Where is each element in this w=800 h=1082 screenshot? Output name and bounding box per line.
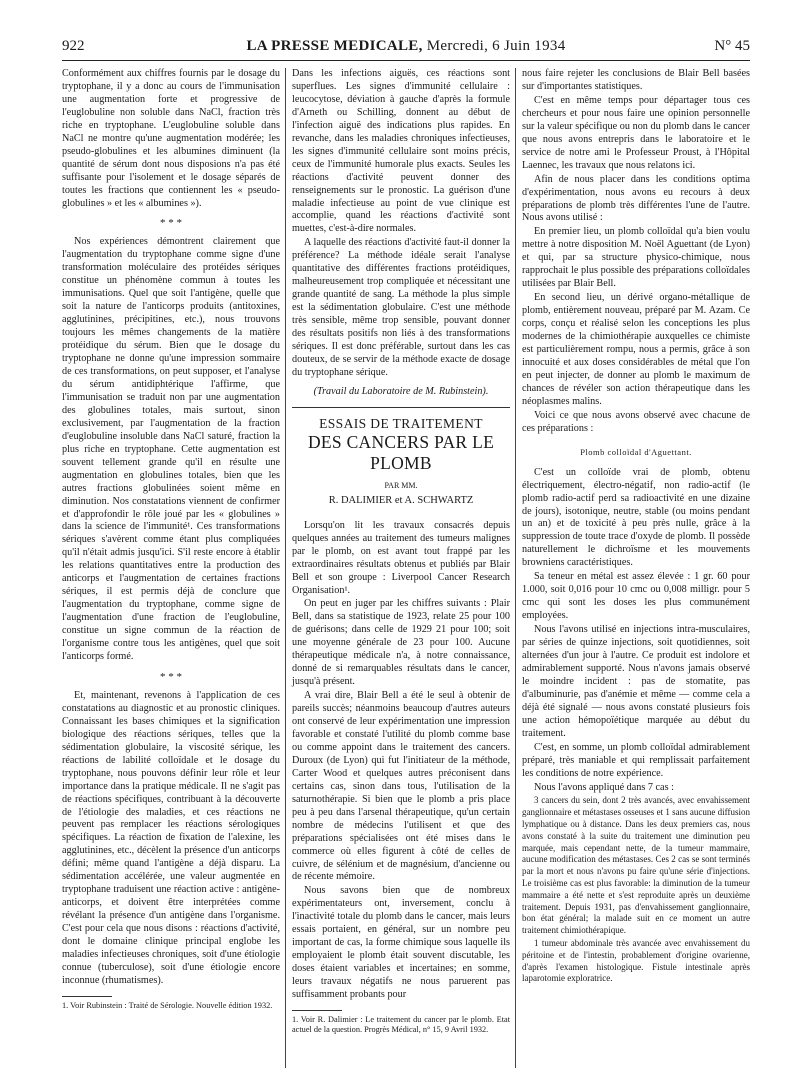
- journal-name: LA PRESSE MEDICALE,: [246, 38, 423, 54]
- case-paragraph: 1 tumeur abdominale très avancée avec envahissement du péritoine et de l'intestin, probablement d'origine ovarienne, d'après l'examen histologique. Fistule intestinale après laparotomie exploratrice.: [522, 938, 750, 984]
- paragraph: Nous l'avons utilisé en injections intra-musculaires, par séries de quinze injections, soit quotidiennes, soit alternées d'un jour à l'autre. Ce produit est indolore et admirablement supporté. Nous n'avons jamais observé le moindre incident : pas de stomatite, pas d'albuminurie, pas d'anémie et même — comme cela a déjà été signalé — nous avons constaté plusieurs fois une action hémopoïétique marquée au début du traitement.: [522, 624, 750, 739]
- page-header: [62, 38, 750, 60]
- column-1: [62, 68, 280, 1011]
- article-authors: R. DALIMIER et A. SCHWARTZ: [328, 494, 474, 506]
- paragraph: Nos expériences démontrent clairement que l'augmentation du tryptophane comme signe d'une transformation moléculaire des protéides sériques constitue un phénomène commun à toutes les immunisations. Quel que soit l'antigène, quelle que soit la nature de l'anticorps produits (antitoxines, agglutinines, précipitines, etc.), nous trouvons toujours les mêmes changements de la matière protéidique du sérum. Bien que le dosage du tryptophane ne donne qu'une impression sommaire de ces transformations, on peut supposer, et l'analyse du sérum antidiphtérique l'affirme, que l'immunisation se traduit non par une augmentation des globulines totales, mais surtout, sinon exclusivement, par l'augmentation de la fraction d'euglobuline insoluble dans NaCl saturé, fraction la plus riche en tryptophane. Cette augmentation est souvent tellement grande qu'il en résulte une augmentation en globulines totales, bien que les autres fractions globulinées soient même en diminution. Nos constatations viennent de confirmer et d'approfondir le rôle joué par les « globulines » dans la science de l'immunité¹. Ces transformations sériques s'avèrent comme étant plus compliquées qu'il n'était admis jusqu'ici. S'il reste encore à établir les relations quantitatives entre la production des anticorps et l'augmentation de certaines fractions sériques, il est permis déjà de conclure que l'augmentation du tryptophane, comme signe de l'augmentation d'une fraction de l'euglobuline, constitue un signe commun de la réaction de l'organisme contre tous les antigènes, quel que soit l'anticorps formé.: [62, 236, 280, 662]
- case-paragraph: 3 cancers du sein, dont 2 très avancés, avec envahissement ganglionnaire et métastases osseuses et 1 sans aucune diffusion lymphatique ou à distance. Dans les deux premiers cas, nous avons constaté à la suite du traitement une diminution peu marquée, mais cependant nette, de la tumeur mammaire, aucune modification des métastases. Ces 2 cas se sont terminés par la mort et nous n'avons pu faire qu'une série d'injections. Le troisième cas est plus favorable: la diminution de la tumeur mammaire a été nette et s'est reproduite après un deuxième traitement. Depuis 1931, pas d'envahissement ganglionnaire, bon état général; la malade suit en ce moment un autre traitement chimiothérapique.: [522, 795, 750, 936]
- paragraph: Lorsqu'on lit les travaux consacrés depuis quelques années au traitement des tumeurs malignes par le plomb, on est avant tout frappé par les extraordinaires résultats obtenus et publiés par Blair Bell et son groupe : Liverpool Cancer Research Organisation¹.: [292, 519, 510, 596]
- paragraph: Dans les infections aiguës, ces réactions sont superflues. Les signes d'immunité cellulaire : leucocytose, déviation à gauche d'après la formule d'Arneth ou Schilling, donnent au début de l'infection aiguë des indications plus rapides. En revanche, dans les maladies chroniques infectieuses, les signes d'immunité cellulaire sont moins précis, ceux de l'immunité humorale plus exacts. Seules les réactions d'activité peuvent donner des renseignements sur le pronostic. La guérison d'une maladie infectieuse au point de vue clinique est accomplie, quand les réactions d'activité sont muettes, c'est-à-dire normales.: [292, 68, 510, 235]
- article-title-line1: ESSAIS DE TRAITEMENT: [319, 415, 483, 431]
- paragraph: nous faire rejeter les conclusions de Blair Bell basées sur d'importantes statistiques.: [522, 68, 750, 92]
- paragraph: A vrai dire, Blair Bell a été le seul à obtenir de pareils succès; néanmoins beaucoup d'autres auteurs ont conservé de leur expérimentation une impression favorable et constaté l'utilité du plomb comme base ou comme appoint dans le traitement des cancers. Duroux (de Lyon) qui fut l'initiateur de la méthode, Carter Wood et quelques autres préconisent dans certains cas, sinon dans tous, l'utilisation de la saturnothérapie. Si bien que le plomb a pris place peu à peu dans l'arsenal thérapeutique, qu'un certain nombre de médecins l'utilisent et que des préparations spécialisées ont été mises dans le commerce où elles figurent à côté de celles de cuivre, de sélénium et de magnésium, d'ancienne ou de récente mémoire.: [292, 690, 510, 883]
- lab-credit: (Travail du Laboratoire de M. Rubinstein).: [313, 385, 489, 397]
- footnote: 1. Voir R. Dalimier : Le traitement du cancer par le plomb. Etat actuel de la question. Progrès Médical, n° 15, 9 Avril 1932.: [292, 1015, 510, 1035]
- paragraph: C'est en même temps pour départager tous ces chercheurs et pour nous faire une opinion personnelle sur la valeur spécifique ou non du plomb dans le cancer que nous avons entrepris dans le laboratoire et le service de notre ami le Professeur Proust, à l'Hôpital Laennec, les travaux que nous relatons ici.: [522, 94, 750, 171]
- byline-par: PAR MM.: [384, 480, 418, 490]
- issue-number: N° 45: [714, 38, 750, 54]
- footnote-rule: [292, 1010, 342, 1011]
- paragraph: Afin de nous placer dans les conditions optima d'expérimentation, nous avons eu recours à deux préparations de plomb très différentes l'une de l'autre. Nous avons utilisé :: [522, 173, 750, 224]
- section-stars: * * *: [160, 217, 182, 230]
- paragraph: Et, maintenant, revenons à l'application de ces constatations au diagnostic et au pronostic cliniques. Connaissant les bases chimiques et la signification biologique des réactions sériques, telles que la sédimentation globulaire, la viscosité sérique, les réactions de labilité colloïdale et le dosage du tryptophane, nous pouvons définir leur rôle et leur importance dans la pratique médicale. Il ne s'agit pas de réactions spécifiques, contribuant à la découverte de l'étiologie des maladies, et ces réactions ne peuvent pas remplacer les réactions sérologiques spécifiques. La réaction de fixation de l'alexine, les agglutinines, etc., décèlent la présence d'un anticorps défini; même quand l'antigène a déjà disparu. La sédimentation accélérée, une valeur augmentée en tryptophane traduisent une réaction active : antigène-anticorps, et doivent être interprétées comme révélant la présence d'un antigène dans l'organisme. C'est pour cela que nous disons : réactions d'activité, dont le domaine clinique principal englobe les maladies infectieuses chroniques, soit d'une étiologie connue (tuberculose), soit d'une étiologie encore inconnue (rhumatismes).: [62, 689, 280, 986]
- header-rule: [62, 60, 750, 61]
- paragraph: En premier lieu, un plomb colloïdal qu'a bien voulu mettre à notre disposition M. Noël Aguettant (de Lyon) et qui, par sa structure physico-chimique, nous rapprochait le plus possible des préparations colloïdales utilisées par Blair Bell.: [522, 226, 750, 290]
- paragraph: C'est un colloïde vrai de plomb, obtenu électriquement, électro-négatif, non radio-actif (le plomb radio-actif perd sa radioactivité en une dizaine de jours), isotonique, neutre, stable (ou moins pendant un an) et de toxicité à peu près nulle, grâce à la suppression de toute trace d'oxyde de plomb. Il possède naturellement le dichroïsme et les mouvements browniens caractéristiques.: [522, 466, 750, 569]
- journal-date: Mercredi, 6 Juin 1934: [426, 38, 566, 54]
- paragraph: A laquelle des réactions d'activité faut-il donner la préférence? La méthode idéale serait l'analyse quantitative des différentes fractions protéidiques, malheureusement trop compliquée et nécessitant une grande quantité de sang. La méthode la plus simple est la sédimentation globulaire. C'est une méthode très sensible, même trop sensible, pouvant donner des résultats positifs non liés à des transformations sériques. Il est donc préférable, surtout dans les cas douteux, de se servir de la méthode exacte de dosage du tryptophane sérique.: [292, 237, 510, 378]
- column-divider: [285, 68, 286, 1068]
- footnote-rule: [62, 996, 112, 997]
- section-subheading: Plomb colloïdal d'Aguettant.: [580, 446, 692, 457]
- article-separator: [292, 407, 510, 408]
- column-3: [522, 68, 750, 986]
- column-divider: [515, 68, 516, 1068]
- section-stars: * * *: [160, 670, 182, 683]
- journal-title: [62, 38, 750, 55]
- paragraph: C'est, en somme, un plomb colloïdal admirablement préparé, très maniable et qui remplissait parfaitement les conditions de notre expérience.: [522, 741, 750, 779]
- page-number: 922: [62, 38, 85, 54]
- paragraph: Conformément aux chiffres fournis par le dosage du tryptophane, il y a donc au cours de l'immunisation une augmentation forte et progressive de l'euglobuline non soluble dans NaCl, fraction très riche en tryptophane. L'euglobuline soluble dans NaCl ne montre qu'une augmentation modérée; les pseudo-globulines et les albumines diminuent (la quantité de sérum dont nous disposions n'a pas été suffisante pour l'isolement et le dosage séparés de toutes les fractions que contiennent les « pseudo-globulines » et les « albumines »).: [62, 68, 280, 209]
- paragraph: Nous savons bien que de nombreux expérimentateurs ont, inversement, conclu à l'inactivité totale du plomb dans le cancer, mais leurs essais portaient, en général, sur un nombre peu important de cas, la forme chimique sous laquelle ils employaient le plomb était souvent discutable, les doses étaient variables et incertaines; en somme, leurs travaux négatifs ne nous paruerent pas suffisamment probants pour: [292, 885, 510, 1001]
- paragraph: Voici ce que nous avons observé avec chacune de ces préparations :: [522, 409, 750, 434]
- footnote: 1. Voir Rubinstein : Traité de Sérologie. Nouvelle édition 1932.: [62, 1000, 273, 1010]
- paragraph: Sa teneur en métal est assez élevée : 1 gr. 60 pour 1.000, soit 0,016 pour 10 cmc ou 0,008 milligr. pour 5 cmc qui sont les doses les plus communément employées.: [522, 571, 750, 622]
- article-title-line2: DES CANCERS PAR LE PLOMB: [307, 431, 495, 473]
- paragraph: Nous l'avons appliqué dans 7 cas :: [534, 781, 674, 793]
- paragraph: En second lieu, un dérivé organo-métallique de plomb, entièrement nouveau, préparé par M. Azam. Ce corps, conçu et réalisé selon les conceptions les plus modernes de la chimiothérapie auxquelles ce chimiste est particulièrement rompu, nous a permis, grâce à son innocuité et aux doses considérables de métal que l'on en peut injecter, de donner au plomb le maximum de chances de révéler son action thérapeutique dans les néoplasmes malins.: [522, 292, 750, 407]
- paragraph: On peut en juger par les chiffres suivants : Plair Bell, dans sa statistique de 1923, relate 25 pour 100 de guérisons; dans celle de 1929 21 pour 100; soit une moyenne générale de 23 pour 100. Aucune thérapeutique médicale n'a, à notre connaissance, donné de si remarquables résultats dans le cancer, jusqu'à présent.: [292, 598, 510, 688]
- column-2: [292, 68, 510, 1035]
